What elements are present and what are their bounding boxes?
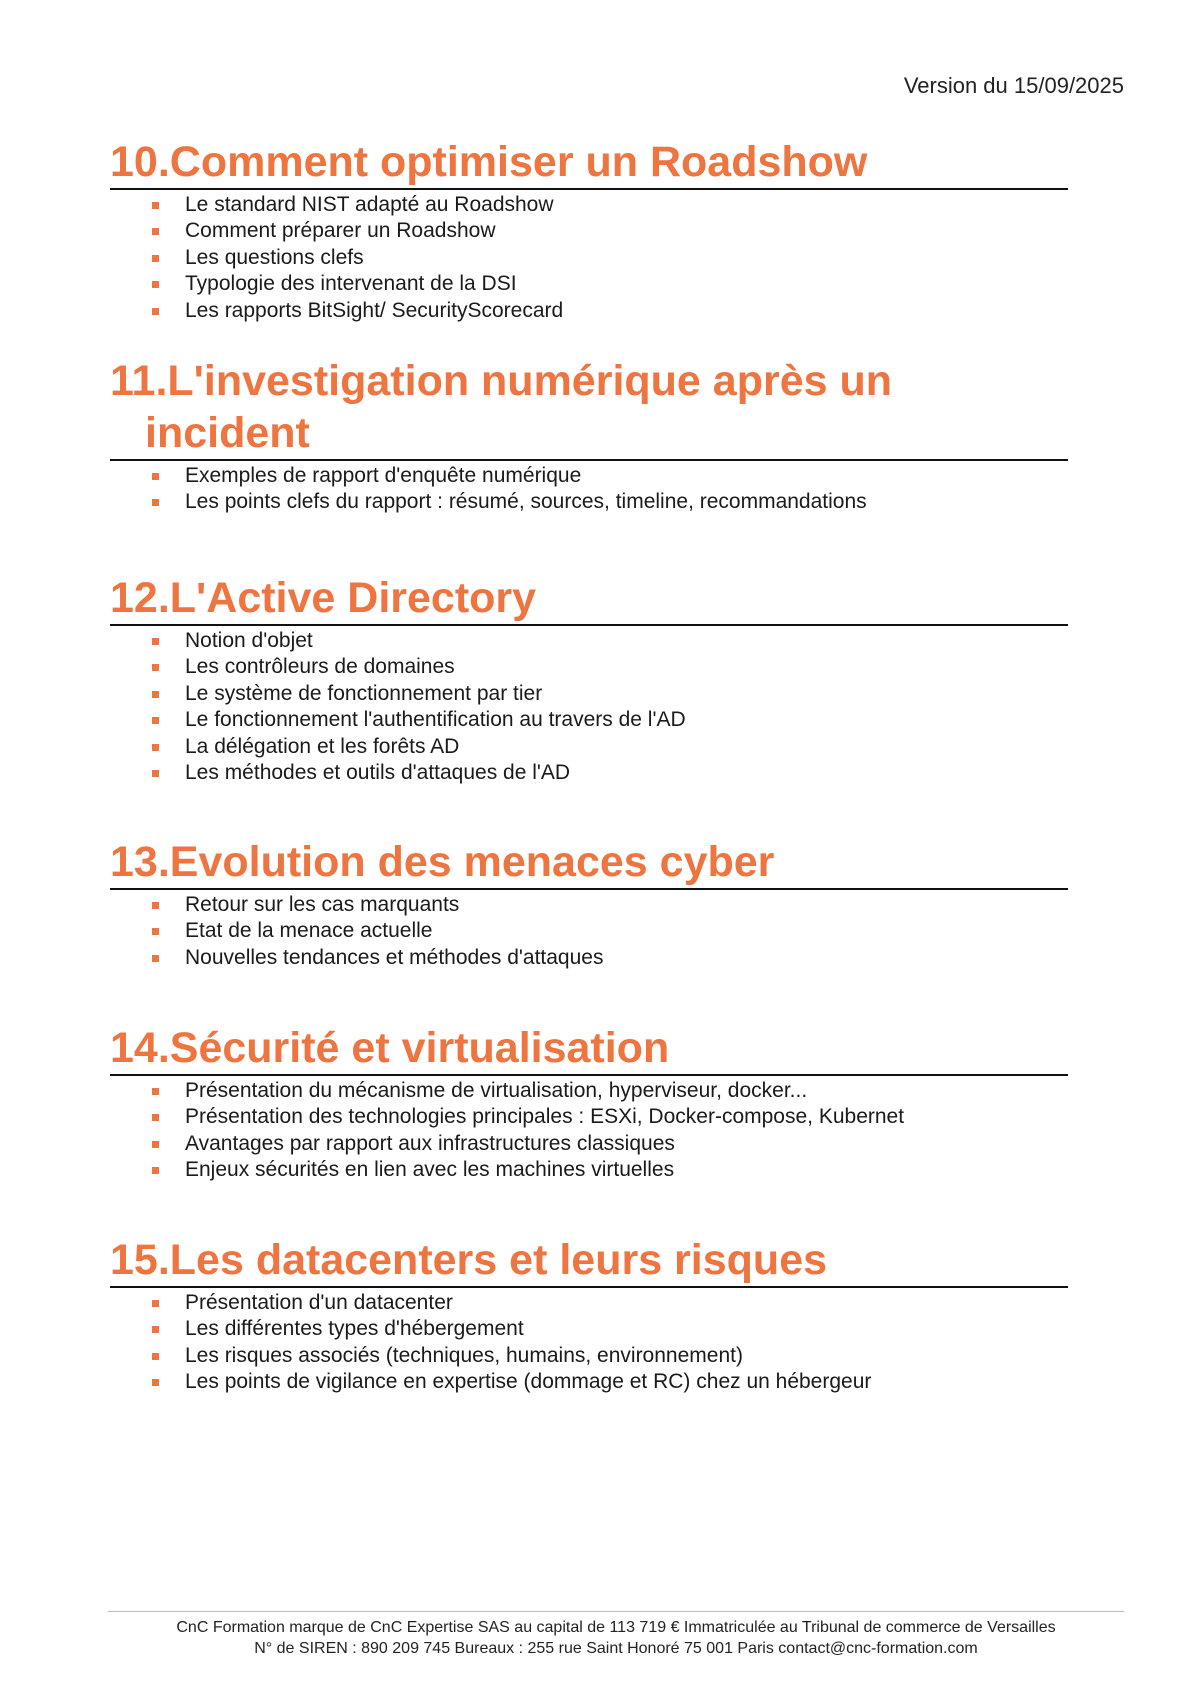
square-bullet-icon bbox=[152, 717, 159, 724]
section-investigation bbox=[110, 355, 1068, 516]
list-item: Etat de la menace actuelle bbox=[152, 918, 1068, 944]
square-bullet-icon bbox=[152, 281, 159, 288]
square-bullet-icon bbox=[152, 1379, 159, 1386]
square-bullet-icon bbox=[152, 638, 159, 645]
list-item: Les différentes types d'hébergement bbox=[152, 1316, 1068, 1342]
square-bullet-icon bbox=[152, 499, 159, 506]
square-bullet-icon bbox=[152, 1167, 159, 1174]
list-item: Retour sur les cas marquants bbox=[152, 892, 1068, 918]
square-bullet-icon bbox=[152, 1300, 159, 1307]
heading-line-1: 15.Les datacenters et leurs risques bbox=[110, 1236, 828, 1284]
square-bullet-icon bbox=[152, 691, 159, 698]
list-item: Les questions clefs bbox=[152, 245, 1068, 271]
heading-line-1: 10.Comment optimiser un Roadshow bbox=[110, 138, 868, 186]
heading-line-2: incident bbox=[145, 409, 310, 457]
heading-line-1: 11.L'investigation numérique après un bbox=[110, 357, 893, 405]
list-item: Le système de fonctionnement par tier bbox=[152, 681, 1068, 707]
list-item: Enjeux sécurités en lien avec les machines virtuelles bbox=[152, 1157, 1068, 1183]
list-item: Le standard NIST adapté au Roadshow bbox=[152, 192, 1068, 218]
square-bullet-icon bbox=[152, 473, 159, 480]
list-item: Les rapports BitSight/ SecurityScorecard bbox=[152, 298, 1068, 324]
square-bullet-icon bbox=[152, 955, 159, 962]
list-item: Les méthodes et outils d'attaques de l'AD bbox=[152, 760, 1068, 786]
section-heading bbox=[110, 836, 1068, 890]
bullet-list bbox=[110, 892, 1068, 971]
bullet-list bbox=[110, 1078, 1068, 1184]
version-date: Version du 15/09/2025 bbox=[903, 73, 1124, 98]
list-item: Les points clefs du rapport : résumé, sources, timeline, recommandations bbox=[152, 489, 1068, 515]
square-bullet-icon bbox=[152, 1353, 159, 1360]
list-item: Typologie des intervenant de la DSI bbox=[152, 271, 1068, 297]
list-item: Exemples de rapport d'enquête numérique bbox=[152, 463, 1068, 489]
section-datacenters bbox=[110, 1234, 1068, 1396]
footer-line-2: N° de SIREN : 890 209 745 Bureaux : 255 rue Saint Honoré 75 001 Paris contact@cnc-formation.com bbox=[254, 1640, 978, 1657]
list-item: Les risques associés (techniques, humains, environnement) bbox=[152, 1343, 1068, 1369]
list-item: Comment préparer un Roadshow bbox=[152, 218, 1068, 244]
heading-line-1: 12.L'Active Directory bbox=[110, 574, 537, 622]
list-item: Notion d'objet bbox=[152, 628, 1068, 654]
square-bullet-icon bbox=[152, 308, 159, 315]
square-bullet-icon bbox=[152, 902, 159, 909]
bullet-list bbox=[110, 192, 1068, 324]
list-item: Avantages par rapport aux infrastructures classiques bbox=[152, 1131, 1068, 1157]
list-item: Le fonctionnement l'authentification au travers de l'AD bbox=[152, 707, 1068, 733]
list-item: Nouvelles tendances et méthodes d'attaques bbox=[152, 945, 1068, 971]
square-bullet-icon bbox=[152, 1088, 159, 1095]
section-active-directory bbox=[110, 572, 1068, 786]
square-bullet-icon bbox=[152, 744, 159, 751]
heading-line-1: 14.Sécurité et virtualisation bbox=[110, 1024, 670, 1072]
square-bullet-icon bbox=[152, 1114, 159, 1121]
square-bullet-icon bbox=[152, 1326, 159, 1333]
list-item: Les points de vigilance en expertise (dommage et RC) chez un hébergeur bbox=[152, 1369, 1068, 1395]
section-heading bbox=[110, 136, 1068, 190]
list-item: Présentation des technologies principales : ESXi, Docker-compose, Kubernet bbox=[152, 1104, 1068, 1130]
list-item: La délégation et les forêts AD bbox=[152, 734, 1068, 760]
square-bullet-icon bbox=[152, 928, 159, 935]
section-heading bbox=[110, 572, 1068, 626]
section-menaces-cyber bbox=[110, 836, 1068, 971]
square-bullet-icon bbox=[152, 770, 159, 777]
page-footer bbox=[108, 1611, 1124, 1659]
list-item: Présentation d'un datacenter bbox=[152, 1290, 1068, 1316]
bullet-list bbox=[110, 463, 1068, 516]
list-item: Présentation du mécanisme de virtualisation, hyperviseur, docker... bbox=[152, 1078, 1068, 1104]
square-bullet-icon bbox=[152, 228, 159, 235]
bullet-list bbox=[110, 628, 1068, 786]
heading-line-1: 13.Evolution des menaces cyber bbox=[110, 838, 775, 886]
square-bullet-icon bbox=[152, 255, 159, 262]
section-roadshow bbox=[110, 136, 1068, 324]
square-bullet-icon bbox=[152, 1141, 159, 1148]
list-item: Les contrôleurs de domaines bbox=[152, 654, 1068, 680]
section-heading bbox=[110, 1234, 1068, 1288]
footer-line-1: CnC Formation marque de CnC Expertise SAS au capital de 113 719 € Immatriculée au Tribunal de commerce de Versailles bbox=[176, 1619, 1056, 1636]
section-heading bbox=[110, 1022, 1068, 1076]
section-heading bbox=[110, 355, 1068, 461]
square-bullet-icon bbox=[152, 202, 159, 209]
square-bullet-icon bbox=[152, 664, 159, 671]
section-virtualisation bbox=[110, 1022, 1068, 1184]
bullet-list bbox=[110, 1290, 1068, 1396]
